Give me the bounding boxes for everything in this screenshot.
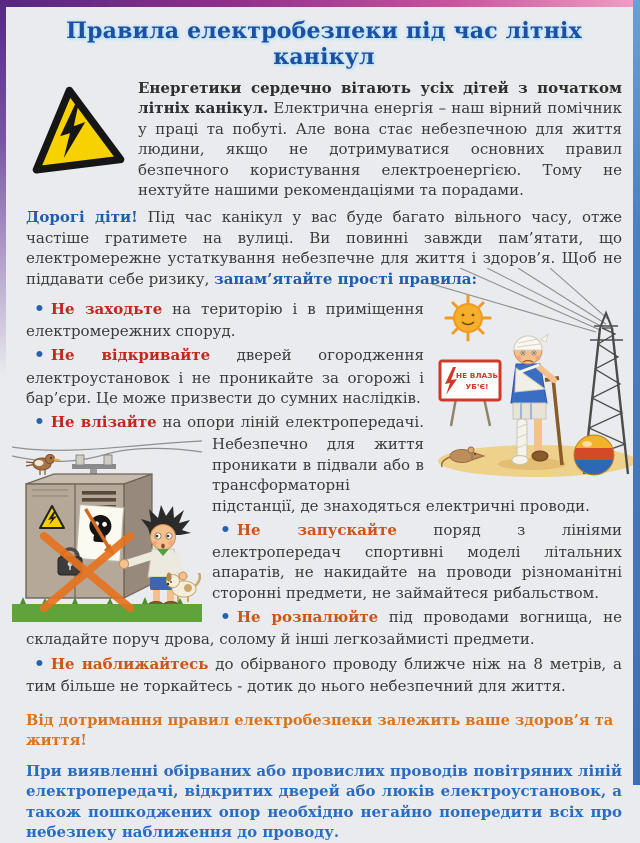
- rule-text: дверей огородження електроустановок і не проникайте за огорожі і бар’єри. Це може призвести до сумних наслідків.: [26, 346, 424, 407]
- sign-text-line1: НЕ ВЛАЗЬ: [455, 370, 499, 380]
- warning-sign: [440, 361, 500, 426]
- intro-text: Електрична енергія – наш вірний помічник у праці та побуті. Але вона стає небезпечною для життя людини, якщо не дотримуватися основних правил безпечного користування електроенергією. Тому не нехтуйте нашими рекомендаціями та порадами.: [138, 99, 623, 199]
- safety-slogan: Від дотримання правил електробезпеки залежить ваше здоров’я та життя!: [26, 712, 614, 750]
- sign-text-line2: УБ’Є!: [465, 381, 489, 391]
- rule-text: на територію і в приміщення електромережних споруд.: [26, 299, 424, 341]
- bullet-icon: •: [34, 345, 45, 366]
- rule-lead: Не запускайте: [236, 520, 397, 539]
- intro-lead: Енергетики сердечно вітають усіх дітей з початком літніх канікул.: [138, 79, 622, 118]
- dear-children-lead: Дорогі діти!: [26, 208, 138, 227]
- frame-left-edge: [0, 0, 6, 785]
- rule-text: на опори ліній електропередачі.: [156, 413, 424, 432]
- intro-paragraph: [26, 78, 622, 200]
- bird: [26, 455, 61, 476]
- dear-children-tail: запам’ятайте прості правила:: [214, 269, 478, 288]
- bullet-icon: •: [34, 298, 45, 319]
- rule-lead: Не наближайтесь: [50, 654, 209, 673]
- bullet-icon: •: [220, 519, 231, 540]
- bullet-icon: •: [34, 412, 45, 433]
- page-title: Правила електробезпеки під час літніх канікул: [66, 18, 582, 70]
- skull-poster: [76, 505, 124, 562]
- rule-text: під проводами вогнища, не складайте поруч дрова, солому й інші легкозаймисті предмети.: [26, 608, 622, 649]
- footer-notice: При виявленні обірваних або провислих проводів повітряних ліній електропередачі, відкритих дверей або люків електроустановок, а також пошкоджених опор необхідно негайно попередити всіх про небезпеку наближення до проводу.: [26, 761, 622, 842]
- rule-lead: Не розпалюйте: [236, 608, 379, 627]
- rule-lead: Не влізайте: [50, 413, 157, 432]
- injured-boy-illustration: [432, 268, 634, 482]
- frame-right-edge: [633, 0, 640, 785]
- bullet-icon: •: [34, 653, 45, 674]
- rule-lead: Не заходьте: [50, 299, 163, 318]
- rules-list: [26, 298, 622, 696]
- rule-text: Небезпечно для життя проникати в підвали або в трансформаторні підстанції, де знаходяться електричні проводи.: [212, 435, 590, 515]
- dear-children-text: Під час канікул у вас буде багато вільного часу, отже частіше гратимете на вулиці. Ви повинні завжди пам’ятати, що електромережне устаткування небезпечне для життя і здоров’я. Щоб не піддавати себе ризику,: [26, 208, 622, 288]
- sun-icon: [446, 296, 490, 340]
- bullet-icon: •: [220, 607, 231, 628]
- transformer-box-illustration: [12, 436, 202, 622]
- rule-lead: Не відкривайте: [50, 346, 211, 365]
- rule-text: до обірваного проводу ближче ніж на 8 метрів, а тим більше не торкайтесь - дотик до нього небезпечний для життя.: [26, 654, 622, 695]
- rule-item-6: [26, 653, 622, 697]
- frame-top-edge: [0, 0, 640, 7]
- rule-text: поряд з лініями електропередач спортивні моделі літальних апаратів, не накидайте на проводи різноманітні сторонні предмети, не займайтеся рибальством.: [212, 520, 622, 602]
- high-voltage-warning-icon: [21, 75, 128, 182]
